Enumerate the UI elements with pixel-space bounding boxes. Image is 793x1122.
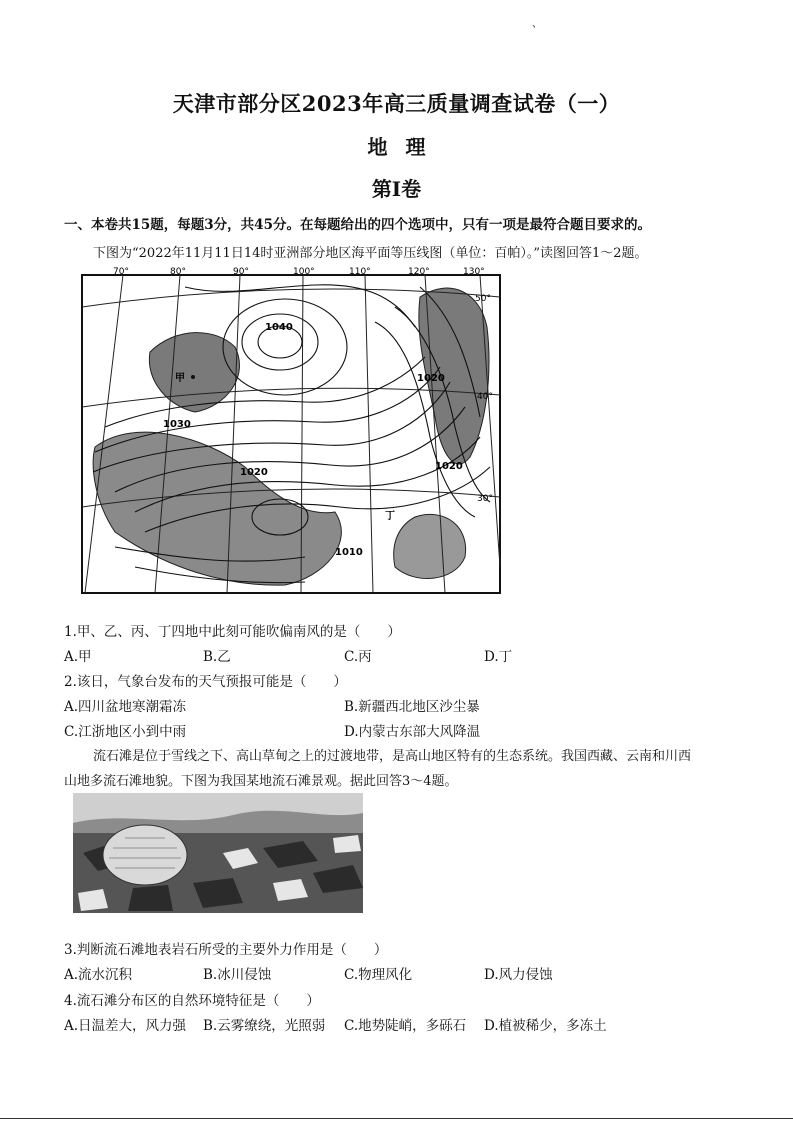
- isobar-label-1020-coast: 1020: [435, 461, 463, 472]
- subject-title: 地理: [367, 135, 444, 159]
- question-2-option-b: B.新疆西北地区沙尘暴: [344, 699, 480, 715]
- question-1-option-a: A.甲: [64, 649, 92, 665]
- question-3-option-a: A.流水沉积: [64, 967, 133, 983]
- question-1-stem: 1.甲、乙、丙、丁四地中此刻可能吹偏南风的是（ ）: [64, 624, 401, 640]
- isobar-label-1020-center: 1020: [240, 467, 268, 478]
- question-4-option-a: A.日温差大，风力强: [64, 1018, 187, 1034]
- cushion-plant: [103, 825, 187, 885]
- question-2-option-d: D.内蒙古东部大风降温: [344, 724, 481, 740]
- question-3-option-d: D.风力侵蚀: [484, 967, 553, 983]
- place-label-ding: 丁: [385, 511, 395, 522]
- tick-80: 80°: [170, 267, 186, 277]
- question-1-option-b: B.乙: [203, 649, 231, 665]
- question-2-stem: 2.该日，气象台发布的天气预报可能是（ ）: [64, 674, 347, 690]
- isobar-label-1040: 1040: [265, 322, 293, 333]
- isobar-label-1030: 1030: [163, 419, 191, 430]
- place-label-jia: 甲: [175, 373, 185, 384]
- tick-100: 100°: [293, 267, 315, 277]
- tick-40: 40°: [477, 392, 493, 402]
- volume-title: 第Ⅰ卷: [371, 177, 422, 201]
- question-2-option-c: C.江浙地区小到中雨: [64, 724, 187, 740]
- tick-110: 110°: [349, 267, 371, 277]
- question-2-option-a: A.四川盆地寒潮霜冻: [64, 699, 187, 715]
- question-4-option-b: B.云雾缭绕，光照弱: [203, 1018, 326, 1034]
- tick-90: 90°: [233, 267, 249, 277]
- map-intro: 下图为“2022年11月11日14时亚洲部分地区海平面等压线图（单位：百帕）。”读图回答1～2题。: [93, 246, 648, 261]
- tick-30: 30°: [477, 494, 493, 504]
- question-4-option-c: C.地势陡峭，多砾石: [344, 1018, 467, 1034]
- page-bottom-rule: [0, 1118, 793, 1119]
- tick-120: 120°: [408, 267, 430, 277]
- corner-mark: 、: [532, 19, 542, 30]
- question-4-stem: 4.流石滩分布区的自然环境特征是（ ）: [64, 993, 320, 1009]
- tick-70: 70°: [113, 267, 129, 277]
- section-instruction: 一、本卷共15题，每题3分，共45分。在每题给出的四个选项中，只有一项是最符合题目要求的。: [64, 217, 651, 233]
- question-1-option-c: C.丙: [344, 649, 372, 665]
- question-3-option-c: C.物理风化: [344, 967, 413, 983]
- isobar-label-1020-east: 1020: [417, 373, 445, 384]
- isobar-label-1010: 1010: [335, 547, 363, 558]
- question-1-option-d: D.丁: [484, 649, 513, 665]
- isobar-map: [75, 267, 505, 597]
- question-4-option-d: D.植被稀少，多冻土: [484, 1018, 607, 1034]
- tick-50: 50°: [475, 294, 491, 304]
- question-3-stem: 3.判断流石滩地表岩石所受的主要外力作用是（ ）: [64, 942, 388, 958]
- tick-130: 130°: [463, 267, 485, 277]
- passage-2-line-1: 流石滩是位于雪线之下、高山草甸之上的过渡地带，是高山地区特有的生态系统。我国西藏、云南和川西: [93, 749, 692, 764]
- page-title: 天津市部分区2023年高三质量调查试卷（一）: [172, 91, 621, 116]
- question-3-option-b: B.冰川侵蚀: [203, 967, 272, 983]
- passage-2-line-2: 山地多流石滩地貌。下图为我国某地流石滩景观。据此回答3～4题。: [64, 774, 458, 789]
- scree-slope-photo: [73, 793, 363, 913]
